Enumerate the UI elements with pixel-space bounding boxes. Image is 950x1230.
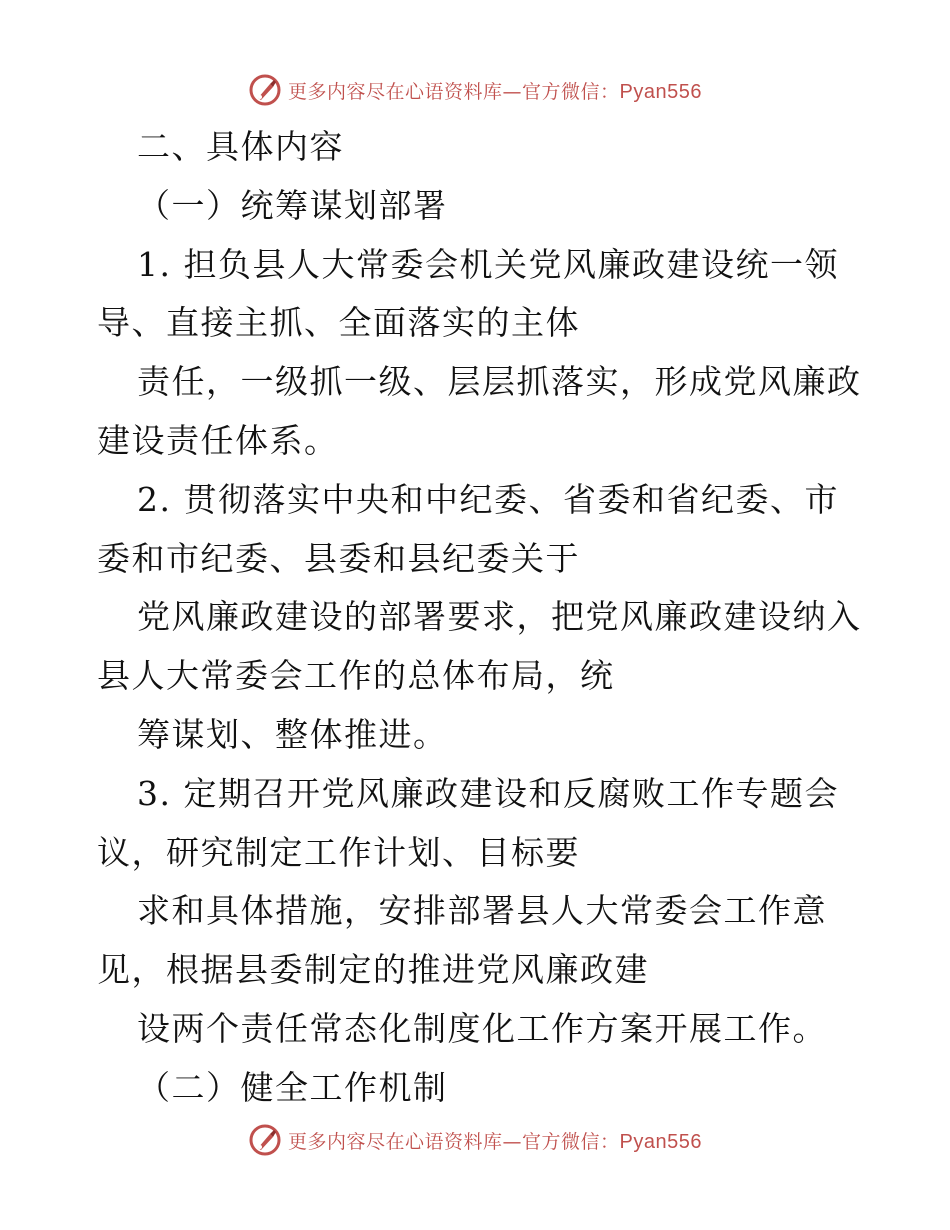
paragraph-line: 筹谋划、整体推进。 [137,714,448,754]
pen-nib-logo-icon [248,1123,282,1157]
watermark-text: 更多内容尽在心语资料库—官方微信：Pyan556 [288,80,702,103]
paragraph-line: 县人大常委会工作的总体布局，统 [97,656,615,696]
paragraph-line: 议，研究制定工作计划、目标要 [97,832,580,872]
paragraph-line: 设两个责任常态化制度化工作方案开展工作。 [137,1008,827,1048]
subsection-heading: （一）统筹谋划部署 [137,185,448,225]
paragraph-line: 党风廉政建设的部署要求，把党风廉政建设纳入 [137,597,862,637]
subsection-heading: （二）健全工作机制 [137,1067,448,1107]
paragraph-line: 2. 贯彻落实中央和中纪委、省委和省纪委、市 [137,479,839,519]
paragraph-line: 建设责任体系。 [97,420,339,460]
pen-nib-logo-icon [248,73,282,107]
paragraph-line: 3. 定期召开党风廉政建设和反腐败工作专题会 [137,773,839,813]
paragraph-line: 委和市纪委、县委和县纪委关于 [97,538,580,578]
watermark-text: 更多内容尽在心语资料库—官方微信：Pyan556 [288,1130,702,1153]
paragraph-line: 责任，一级抓一级、层层抓落实，形成党风廉政 [137,362,862,402]
paragraph-line: 导、直接主抓、全面落实的主体 [97,303,580,343]
section-heading: 二、具体内容 [137,127,344,166]
paragraph-line: 见，根据县委制定的推进党风廉政建 [97,950,649,990]
paragraph-line: 1. 担负县人大常委会机关党风廉政建设统一领 [137,244,839,284]
document-body [97,118,862,1118]
footer-watermark [0,1122,950,1158]
paragraph-line: 求和具体措施，安排部署县人大常委会工作意 [137,891,827,931]
header-watermark [0,72,950,108]
